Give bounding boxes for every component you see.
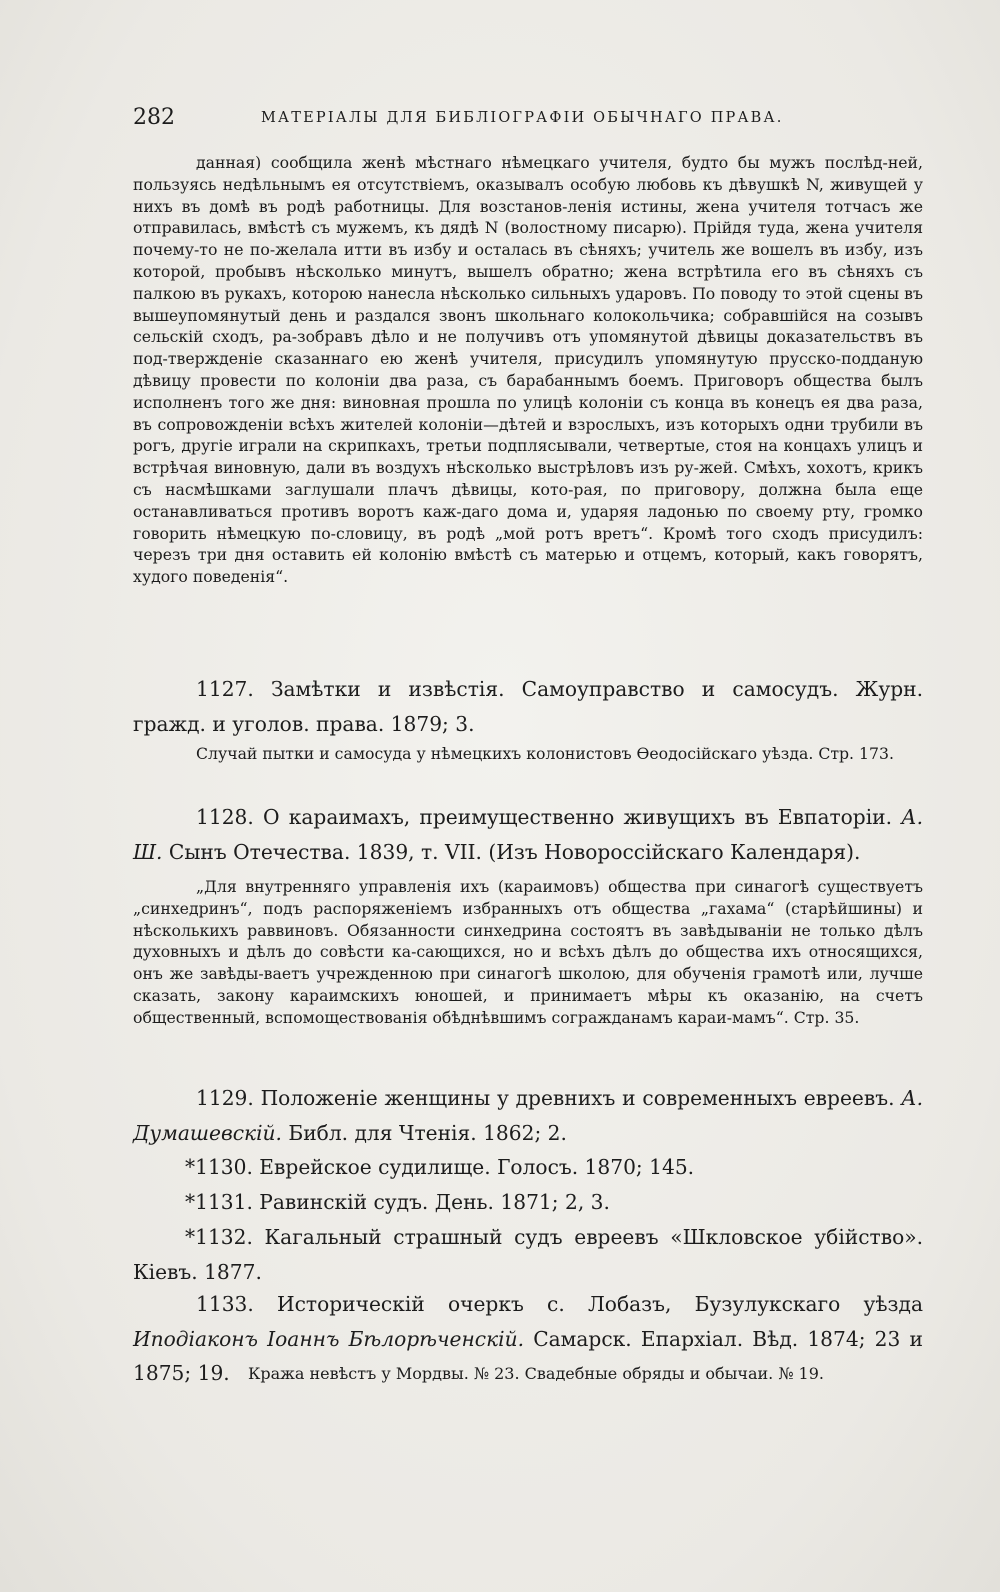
entry-1133-title: 1133. Историческій очеркъ с. Лобазъ, Бузулукскаго уѣзда xyxy=(196,1292,923,1316)
quote-paragraph-top: данная) сообщила женѣ мѣстнаго нѣмецкаго учителя, будто бы мужъ послѣд-ней, пользуясь недѣльнымъ ея отсутствіемъ, оказывалъ особую любовь къ дѣвушкѣ N, живущей у нихъ въ домѣ въ родѣ работницы. Для возстанов-ленія истины, жена учителя тотчасъ же отправилась, вмѣстѣ съ мужемъ, къ дядѣ N (волостному писарю). Прійдя туда, жена учителя почему-то не по-желала итти въ избу и осталась въ сѣняхъ; учитель же вошелъ въ избу, изъ которой, пробывъ нѣсколько минутъ, вышелъ обратно; жена встрѣтила его въ сѣняхъ съ палкою въ рукахъ, которою нанесла нѣсколько сильныхъ ударовъ. По поводу то этой сцены въ вышеупомянутый день и раздался звонъ школьнаго колокольчика; собравшійся на созывъ сельскій сходъ, ра-зобравъ дѣло и не получивъ отъ упомянутой дѣвицы доказательствъ въ под-твержденіе сказаннаго ею женѣ учителя, присудилъ упомянутую прусско-подданую дѣвицу провести по колоніи два раза, съ барабаннымъ боемъ. Приговоръ общества былъ исполненъ того же дня: виновная прошла по улицѣ колоніи съ конца въ конецъ ея два раза, въ сопровожденіи всѣхъ жителей колоніи—дѣтей и взрослыхъ, изъ которыхъ одни трубили въ рогъ, другіе играли на скрипкахъ, третьи подплясывали, четвертые, стоя на концахъ улицъ и встрѣчая виновную, дали въ воздухъ нѣсколько выстрѣловъ изъ ру-жей. Смѣхъ, хохотъ, крикъ съ насмѣшками заглушали плачъ дѣвицы, кото-рая, по приговору, должна была еще останавливаться противъ воротъ каж-даго дома и, ударяя ладонью по своему рту, громко говорить нѣмецкую по-словицу, въ родѣ „мой ротъ вретъ“. Кромѣ того сходъ присудилъ: черезъ три дня оставить ей колонію вмѣстѣ съ матерью и отцемъ, который, какъ говорятъ, худого поведенія“. xyxy=(133,153,923,587)
footer-note: Кража невѣстъ у Мордвы. № 23. Свадебные обряды и обычаи. № 19. xyxy=(248,1364,824,1383)
page-header xyxy=(133,105,923,135)
entry-1128-quote: „Для внутренняго управленія ихъ (караимовъ) общества при синагогѣ существуетъ „синхедринъ“, подъ распоряженіемъ избранныхъ отъ общества „гахама“ (старѣйшины) и нѣсколькихъ раввиновъ. Обязанности синхедрина состоятъ въ завѣдываніи не только дѣлъ духовныхъ и дѣлъ до совѣсти ка-сающихся, но и всѣхъ дѣлъ до общества ихъ относящихся, онъ же завѣды-ваетъ учрежденною при синагогѣ школою, для обученія грамотѣ или, лучше сказать, закону караимскихъ юношей, и принимаетъ мѣры къ оказанію, на счетъ общественный, вспомоществованія обѣднѣвшимъ согражданамъ караи-мамъ“. Стр. 35. xyxy=(133,877,923,1027)
entry-1128-title: 1128. О караимахъ, преимущественно живущихъ въ Евпаторіи. xyxy=(196,805,893,829)
entry-1128-author: А. Ш. xyxy=(133,805,923,864)
entry-1133-source: Самарск. Епархіал. Вѣд. 1874; 23 и 1875; 19. xyxy=(133,1326,924,1385)
entry-1129-author: А. Думашевскій. xyxy=(133,1086,923,1145)
entry-1127-note: Случай пытки и самосуда у нѣмецкихъ колонистовъ Ѳеодосійскаго уѣзда. Стр. 173. xyxy=(196,744,894,763)
entry-1129 xyxy=(133,1081,923,1150)
entry-1128-source: Сынъ Отечества. 1839, т. VII. (Изъ Новороссійскаго Календаря). xyxy=(168,839,861,864)
entry-1131: *1131. Равинскій судъ. День. 1871; 2, 3. xyxy=(185,1190,610,1214)
entry-1132: *1132. Кагальный страшный судъ евреевъ «Шкловское убійство». Кіевъ. 1877. xyxy=(133,1225,923,1284)
entry-1129-source: Библ. для Чтенія. 1862; 2. xyxy=(288,1120,567,1145)
entry-1129-title: 1129. Положеніе женщины у древнихъ и современныхъ евреевъ. xyxy=(196,1086,895,1110)
entry-1133-author: Иподіаконъ Іоаннъ Бѣлорѣченскій. xyxy=(133,1326,525,1351)
entry-1128 xyxy=(133,800,923,869)
running-title: МАТЕРІАЛЫ ДЛЯ БИБЛІОГРАФІИ ОБЫЧНАГО ПРАВА. xyxy=(261,110,784,126)
entry-1127: 1127. Замѣтки и извѣстія. Самоуправство и самосудъ. Журн. гражд. и уголов. права. 1879; 3. xyxy=(133,677,923,736)
page-number: 282 xyxy=(133,105,175,130)
entry-1130: *1130. Еврейское судилище. Голосъ. 1870; 145. xyxy=(185,1155,695,1179)
